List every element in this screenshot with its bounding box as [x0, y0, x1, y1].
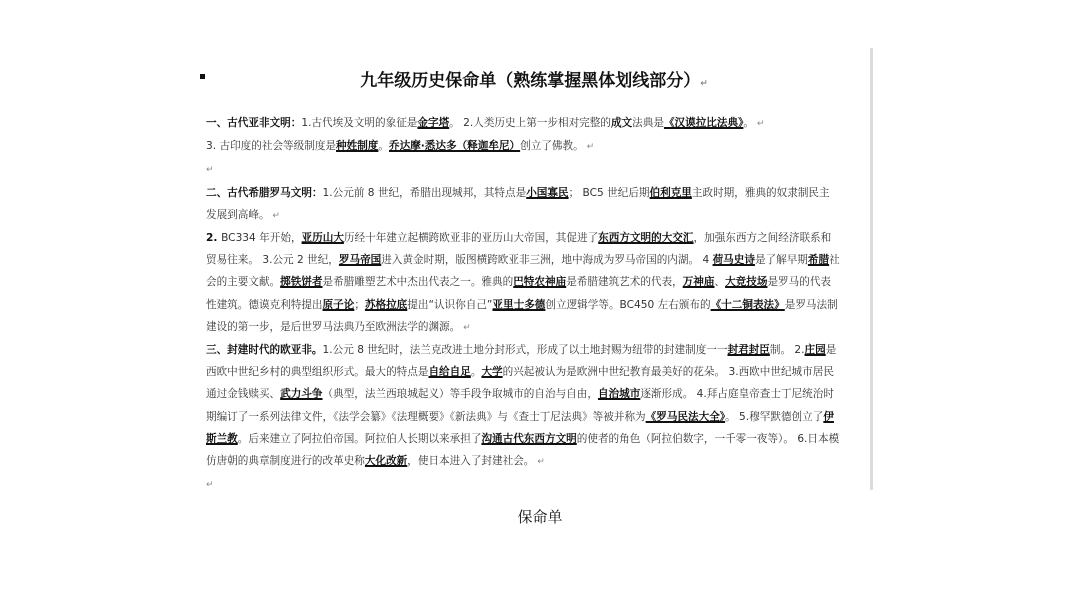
paragraph-text: 。 5.穆罕默德创立了 [725, 410, 824, 423]
key-term: 小国寡民 [526, 186, 569, 199]
paragraph-text: 是罗马法制建设的第一步，是后世罗马法典乃至欧洲法学的渊源。 [206, 298, 838, 333]
key-term: 自给自足 [428, 366, 471, 379]
key-term: 伯利克里 [649, 186, 692, 199]
key-term: 大竞技场 [725, 276, 768, 289]
key-term: 庄园 [804, 344, 826, 357]
key-term: 大学 [481, 366, 503, 379]
paragraph-text: 是希腊建筑艺术的代表， [566, 276, 683, 289]
paragraph-text: 创立了佛教。 [520, 140, 584, 153]
blank-line-2 [206, 473, 840, 496]
section-1-line-1 [206, 112, 840, 135]
section-3-para [206, 339, 840, 473]
paragraph-text: 1.古代埃及文明的象征是 [301, 117, 418, 129]
paragraph-text: 3. 古印度的社会等级制度是 [206, 140, 337, 153]
section-2-para-1 [206, 182, 840, 227]
key-term: 巴特农神庙 [513, 276, 567, 289]
key-term: 亚里士多德 [492, 298, 546, 311]
document-title [200, 66, 868, 91]
paragraph-text: 。 [470, 366, 482, 379]
paragraph-mark-icon: ↵ [700, 79, 708, 89]
paragraph-text: 。 [743, 117, 754, 129]
key-term: 希腊 [807, 254, 830, 267]
paragraph-text: （典型，法兰西琅城起义）等手段争取城市的自治与自由， [322, 388, 598, 401]
key-term: 荷马史诗 [712, 254, 755, 267]
key-term: 原子论 [322, 298, 355, 311]
paragraph-text: 、 [714, 276, 726, 289]
paragraph-mark-icon: ↵ [206, 480, 214, 491]
key-term: 金字塔 [417, 117, 450, 129]
key-term: 种姓制度 [336, 140, 379, 153]
key-term: 《十二铜表法》 [710, 298, 785, 311]
page-edge-shadow [870, 48, 873, 490]
paragraph-text: 是罗马的代表性建筑。德谟克利特提出 [206, 276, 832, 311]
document-body [206, 112, 840, 496]
paragraph-text: 成文 [610, 117, 633, 129]
image-caption: 保命单 [517, 508, 563, 526]
section-1-line-2 [206, 135, 840, 158]
paragraph-text: ； BC5 世纪后期 [568, 186, 650, 199]
key-term: 自治城市 [597, 388, 641, 401]
paragraph-text: 三、封建时代的欧亚非。 [206, 344, 323, 357]
key-term: 《罗马民法大全》 [645, 410, 726, 423]
paragraph-text: 1.公元前 8 世纪，希腊出现城邦，其特点是 [322, 186, 527, 199]
paragraph-text: 一、古代亚非文明： [206, 117, 302, 129]
document-title-text: 九年级历史保命单（熟练掌握黑体划线部分） [360, 71, 701, 91]
paragraph-mark-icon: ↵ [583, 142, 595, 153]
paragraph-text: 是了解早期 [754, 254, 808, 267]
paragraph-text: 提出“认识你自己” [407, 298, 493, 311]
paragraph-mark-icon: ↵ [534, 457, 545, 468]
paragraph-mark-icon: ↵ [753, 119, 765, 129]
key-term: 伊斯兰教 [206, 410, 834, 445]
key-term: 乔达摩·悉达多（释迦牟尼） [388, 140, 521, 153]
paragraph-mark-icon: ↵ [460, 322, 471, 333]
key-term: 武力斗争 [280, 388, 323, 401]
key-term: 大化改新 [364, 455, 408, 468]
section-2-para-2 [206, 227, 840, 339]
key-term: 封君封臣 [727, 344, 770, 357]
key-term: 掷铁饼者 [280, 276, 323, 289]
paragraph-text: ； [354, 298, 365, 311]
paragraph-text: 的兴起被认为是欧洲中世纪教育最美好的花朵。 3.西欧中世纪城市居民通过金钱赎买、 [206, 366, 834, 401]
paragraph-text: 社会的主要文献。 [206, 254, 840, 289]
paragraph-text: 1.公元 8 世纪时，法兰克改进土地分封形式，形成了以土地封赐为纽带的封建制度一一 [322, 344, 728, 357]
paragraph-text: 历经十年建立起横跨欧亚非的亚历山大帝国，其促进了 [343, 232, 599, 245]
key-term: 东西方文明的大交汇 [598, 232, 694, 245]
key-term: 沟通古代东西方文明 [481, 432, 577, 445]
paragraph-text: 是希腊雕塑艺术中杰出代表之一。雅典的 [322, 276, 514, 289]
paragraph-text: 。后来建立了阿拉伯帝国。阿拉伯人长期以来承担了 [237, 432, 482, 445]
key-term: 苏格拉底 [364, 298, 408, 311]
paragraph-text: 主政时期，雅典的奴隶制民主发展到高峰。 [206, 186, 830, 221]
paragraph-text: 二、古代希腊罗马文明： [206, 186, 323, 199]
paragraph-text: 制。 2. [769, 344, 805, 357]
blank-line-1 [206, 158, 840, 181]
key-term: 罗马帝国 [338, 254, 382, 267]
paragraph-text: 是西欧中世纪乡村的典型组织形式。最大的特点是 [206, 344, 837, 379]
paragraph-text: 2. [206, 232, 222, 245]
key-term: 《汉谟拉比法典》 [663, 117, 744, 129]
paragraph-text: ，加强东西方之间经济联系和贸易往来。 3.公元 2 世纪， [206, 232, 832, 267]
paragraph-text: BC334 年开始， [221, 232, 302, 245]
paragraph-text: 进入黄金时期，版图横跨欧亚非三洲，地中海成为罗马帝国的内湖。 4 [381, 254, 713, 267]
paragraph-text: ，使日本进入了封建社会。 [407, 455, 535, 468]
key-term: 万神庙 [682, 276, 715, 289]
paragraph-text: 法典是 [632, 117, 664, 129]
paragraph-text: 的使者的角色（阿拉伯数字，一千零一夜等）。 6.日本模仿唐朝的典章制度进行的改革史称 [206, 432, 840, 468]
paragraph-text: 创立逻辑学等。BC450 左右颁布的 [545, 298, 711, 311]
paragraph-mark-icon: ↵ [206, 165, 214, 176]
paragraph-text: 逐渐形成。 4.拜占庭皇帝查士丁尼统治时期编订了一系列法律文件，《法学会纂》《法理概要》《新法典》与《查士丁尼法典》等被并称为 [206, 388, 834, 423]
paragraph-text: 。 [378, 140, 389, 153]
paragraph-mark-icon: ↵ [269, 210, 280, 221]
key-term: 亚历山大 [301, 232, 344, 245]
paragraph-text: 。 2.人类历史上第一步相对完整的 [449, 117, 611, 129]
